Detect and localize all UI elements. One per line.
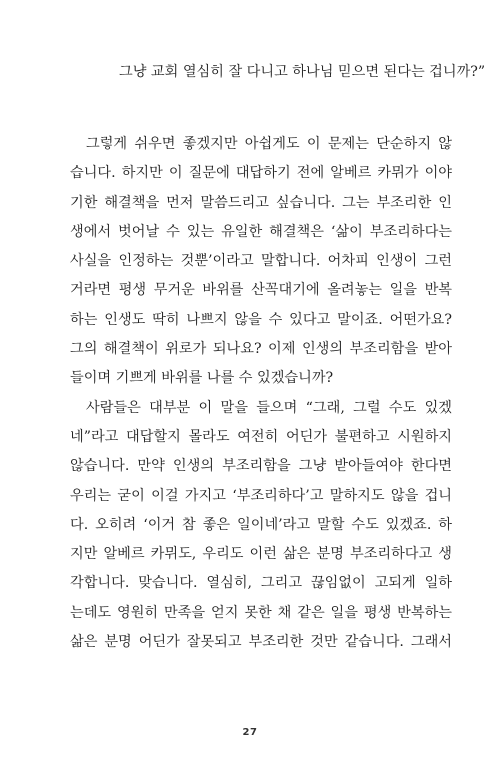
text-line: 는데도 영원히 만족을 얻지 못한 채 같은 일을 평생 반복하는 [70,604,452,621]
text-line: 않습니다. 만약 인생의 부조리함을 그냥 받아들여야 한다면 [70,458,452,475]
text-line: 각합니다. 맞습니다. 열심히, 그리고 끊임없이 고되게 일하 [70,575,452,592]
text-line: 사실을 인정하는 것뿐’이라고 말합니다. 어차피 인생이 그런 [70,253,452,270]
continued-quote-line: 그냥 교회 열심히 잘 다니고 하나님 믿으면 된다는 겁니까?” [119,64,486,80]
paragraph-1 [70,130,452,394]
text-line: 그의 해결책이 위로가 되나요? 이제 인생의 부조리함을 받아 [70,341,452,358]
text-line: 그렇게 쉬우면 좋겠지만 아쉽게도 이 문제는 단순하지 않 [86,136,452,152]
text-line: 들이며 기쁘게 바위를 나를 수 있겠습니까? [70,370,334,387]
body-text [70,130,452,657]
text-line: 생에서 벗어날 수 있는 유일한 해결책은 ‘삶이 부조리하다는 [70,223,452,240]
text-line: 지만 알베르 카뮈도, 우리도 이런 삶은 분명 부조리하다고 생 [70,546,452,563]
text-line: 우리는 굳이 이걸 가지고 ‘부조리하다’고 말하지도 않을 겁니 [70,487,452,504]
text-line: 습니다. 하지만 이 질문에 대답하기 전에 알베르 카뮈가 이야 [70,165,452,182]
text-line: 기한 해결책을 먼저 말씀드리고 싶습니다. 그는 부조리한 인 [70,194,452,211]
text-line: 하는 인생도 딱히 나쁘지 않을 수 있다고 말이죠. 어떤가요? [70,311,452,328]
page-number: 27 [242,727,258,738]
text-line: 네”라고 대답할지 몰라도 여전히 어딘가 불편하고 시원하지 [70,428,452,445]
text-line: 사람들은 대부분 이 말을 들으며 “그래, 그럴 수도 있겠 [86,399,452,416]
text-line: 거라면 평생 무거운 바위를 산꼭대기에 올려놓는 일을 반복 [70,282,452,299]
text-line: 다. 오히려 ‘이거 참 좋은 일이네’라고 말할 수도 있겠죠. 하 [70,516,452,533]
paragraph-2 [70,394,452,658]
text-line: 삶은 분명 어딘가 잘못되고 부조리한 것만 같습니다. 그래서 [70,634,452,651]
